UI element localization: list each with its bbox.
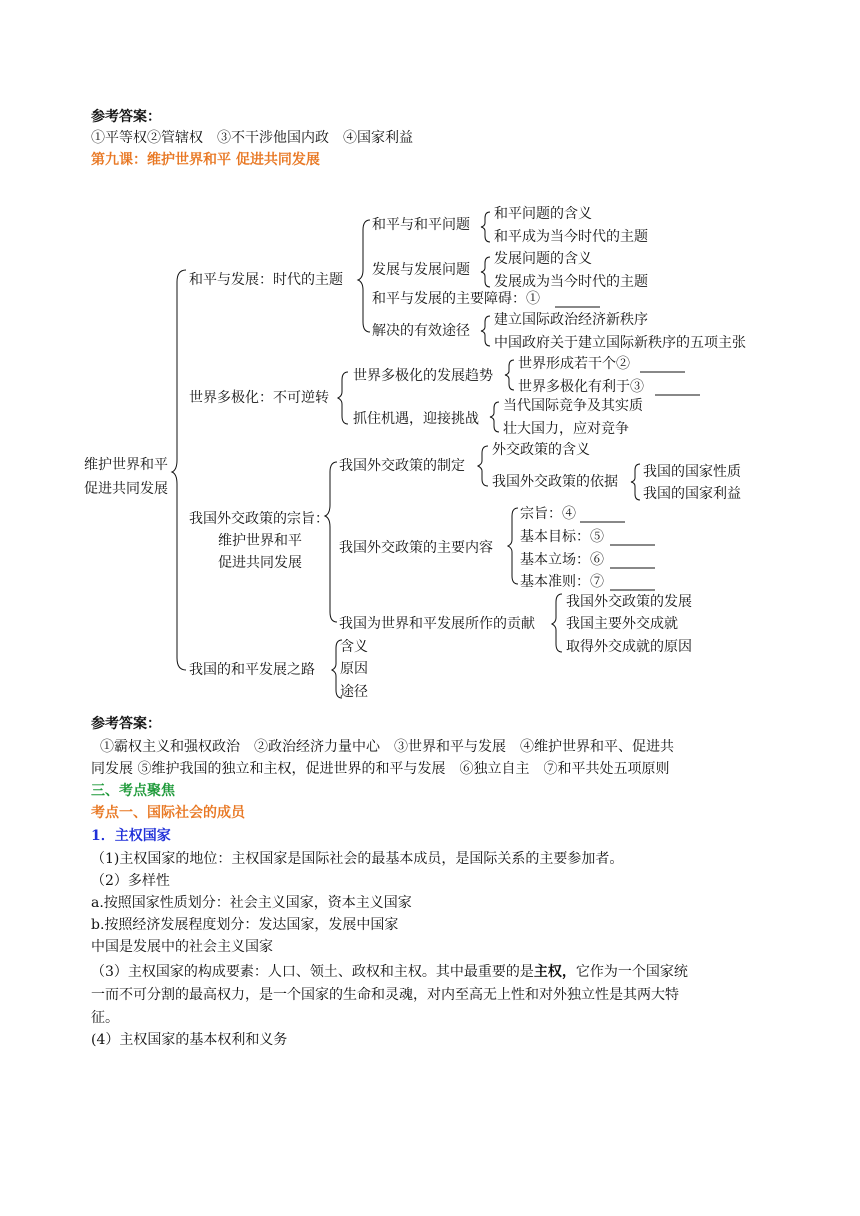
branch-2-label: 世界多极化：不可逆转: [189, 390, 329, 406]
subtopic-1-title: 1．主权国家: [91, 828, 171, 844]
branch-3-label-line-1: 我国外交政策的宗旨：: [189, 511, 329, 527]
b2-c2-item-2: 壮大国力，应对竞争: [503, 421, 629, 437]
b1-c4-item-1: 建立国际政治经济新秩序: [494, 312, 648, 328]
b4-item-2: 原因: [340, 661, 368, 677]
b3-c3-item-3: 取得外交成就的原因: [566, 639, 692, 655]
branch-1-brace: [358, 220, 370, 332]
lesson-title: 第九课：维护世界和平 促进共同发展: [91, 152, 320, 168]
b3-c1-basis-brace: [631, 464, 640, 500]
b3-c1-item-2: 我国外交政策的依据: [492, 474, 618, 490]
b3-c2-item-1: 宗旨：④: [520, 506, 576, 522]
b3-c2-item-3: 基本立场：⑥: [520, 552, 604, 568]
b2-c2-label: 抓住机遇，迎接挑战: [353, 411, 479, 427]
b3-c1-basis-2: 我国的国家利益: [643, 486, 741, 502]
paragraph-3-line-3: 征。: [91, 1010, 119, 1026]
b3-c3-item-1: 我国外交政策的发展: [566, 594, 692, 610]
b2-c1-item-1: 世界形成若干个②: [518, 356, 630, 372]
b2-c2-brace: [490, 402, 499, 432]
paragraph-4: (4）主权国家的基本权利和义务: [91, 1032, 288, 1048]
b3-c2-label: 我国外交政策的主要内容: [339, 540, 493, 556]
branch-3-label-line-2: 维护世界和平: [218, 533, 302, 549]
b2-c2-item-1: 当代国际竞争及其实质: [503, 398, 643, 414]
section-3-title: 三、考点聚焦: [91, 783, 175, 799]
b3-c1-basis-1: 我国的国家性质: [643, 464, 741, 480]
b3-c1-item-1: 外交政策的含义: [492, 442, 590, 458]
answers-heading-1: 参考答案：: [91, 109, 161, 125]
root-label-line-1: 维护世界和平: [84, 457, 168, 473]
b3-c2-brace: [508, 508, 518, 584]
b1-c1-item-1: 和平问题的含义: [494, 206, 592, 222]
answers-line-1: ①平等权②管辖权 ③不干涉他国内政 ④国家利益: [91, 130, 413, 146]
branch-2-brace: [338, 372, 348, 424]
b1-c1-brace: [481, 212, 490, 242]
paragraph-1: （1)主权国家的地位：主权国家是国际社会的最基本成员，是国际关系的主要参加者。: [91, 851, 624, 867]
answers-2-line-2: 同发展 ⑤维护我国的独立和主权，促进世界的和平与发展 ⑥独立自主 ⑦和平共处五项原则: [91, 761, 670, 777]
b3-c2-item-4: 基本准则：⑦: [520, 574, 604, 590]
paragraph-2c: 中国是发展中的社会主义国家: [91, 939, 273, 955]
branch-3-brace: [325, 462, 337, 622]
branch-3-label-line-3: 促进共同发展: [218, 555, 302, 571]
b1-c2-brace: [481, 257, 490, 287]
paragraph-2a: a.按照国家性质划分：社会主义国家，资本主义国家: [91, 895, 412, 911]
b3-c3-brace: [552, 594, 562, 652]
b3-c2-item-2: 基本目标：⑤: [520, 529, 604, 545]
b1-c3-label: 和平与发展的主要障碍：①: [372, 291, 540, 307]
paragraph-3-line-1: [91, 962, 688, 982]
b1-c1-item-2: 和平成为当今时代的主题: [494, 229, 648, 245]
b2-c1-label: 世界多极化的发展趋势: [353, 368, 493, 384]
b3-c3-item-2: 我国主要外交成就: [566, 616, 678, 632]
paragraph-3-line-2: 一而不可分割的最高权力，是一个国家的生命和灵魂，对内至高无上性和对外独立性是其两大特: [91, 987, 679, 1003]
b4-item-1: 含义: [340, 639, 368, 655]
root-label-line-2: 促进共同发展: [84, 481, 168, 497]
b1-c2-item-1: 发展问题的含义: [494, 251, 592, 267]
b3-c3-label: 我国为世界和平发展所作的贡献: [339, 616, 535, 632]
b2-c1-brace: [505, 360, 514, 390]
paragraph-3-post: 它作为一个国家统: [575, 964, 688, 980]
branch-4-label: 我国的和平发展之路: [189, 662, 315, 678]
b3-c1-brace: [478, 446, 488, 486]
answers-2-line-1: ①霸权主义和强权政治 ②政治经济力量中心 ③世界和平与发展 ④维护世界和平、促进共: [100, 739, 674, 755]
b1-c4-brace: [481, 316, 490, 346]
paragraph-3-bold: 主权，: [533, 964, 576, 980]
b1-c4-item-2: 中国政府关于建立国际新秩序的五项主张: [494, 335, 746, 351]
answers-heading-2: 参考答案：: [91, 716, 161, 732]
b1-c2-label: 发展与发展问题: [372, 262, 470, 278]
root-brace: [172, 270, 186, 670]
b1-c2-item-2: 发展成为当今时代的主题: [494, 274, 648, 290]
paragraph-2b: b.按照经济发展程度划分：发达国家，发展中国家: [91, 917, 399, 933]
b2-c1-item-2: 世界多极化有利于③: [518, 379, 644, 395]
b1-c4-label: 解决的有效途径: [372, 323, 470, 339]
b3-c1-label: 我国外交政策的制定: [339, 458, 465, 474]
b1-c1-label: 和平与和平问题: [372, 217, 470, 233]
branch-1-label: 和平与发展：时代的主题: [189, 272, 343, 288]
paragraph-3-pre: （3）主权国家的构成要素：人口、领土、政权和主权。其中最重要的是: [91, 964, 534, 980]
paragraph-2: （2）多样性: [91, 873, 170, 889]
b4-item-3: 途径: [340, 684, 368, 700]
topic-1-title: 考点一、国际社会的成员: [91, 805, 245, 821]
